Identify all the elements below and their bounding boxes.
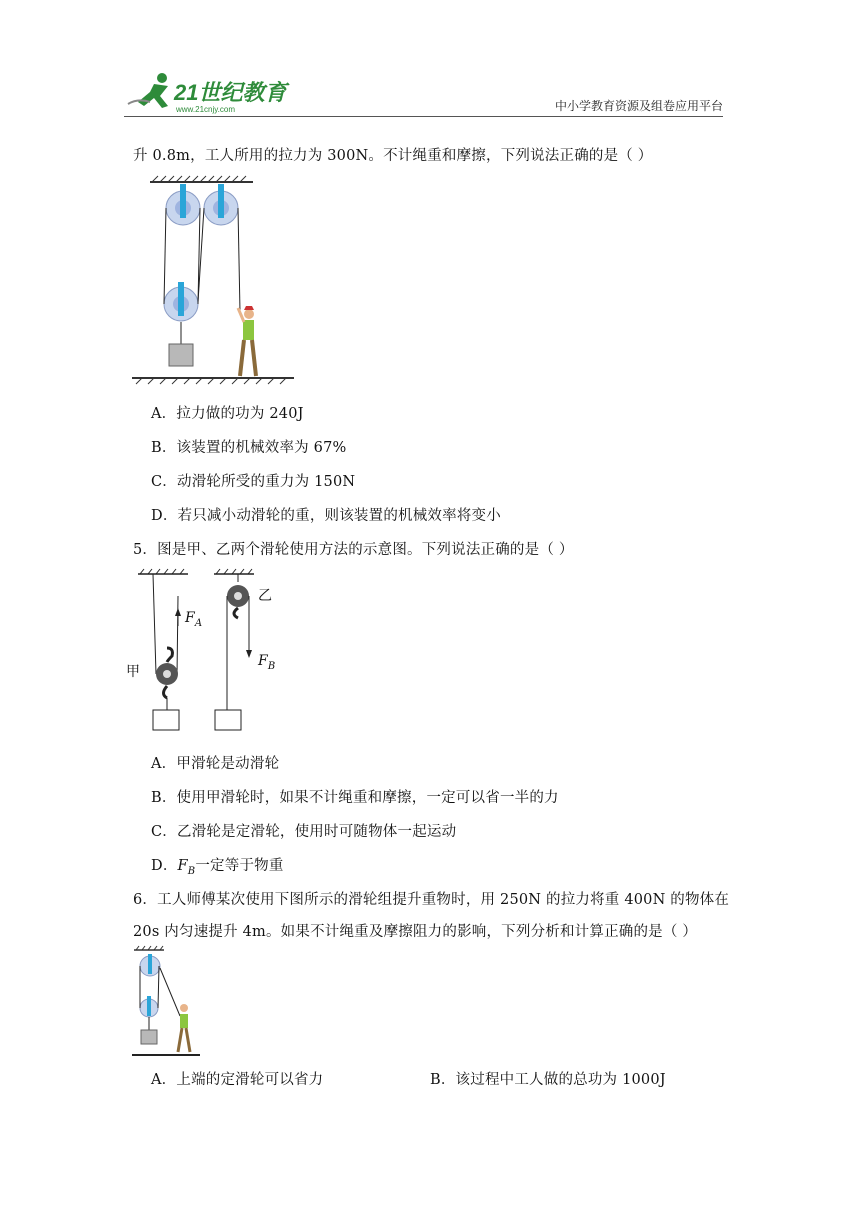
q4-option-d: D．若只减小动滑轮的重，则该装置的机械效率将变小 — [151, 508, 501, 524]
q6-pulley-figure — [128, 944, 208, 1064]
q5-force-b-label: $F_B$ — [258, 653, 276, 672]
q4-option-b: B．该装置的机械效率为 67% — [151, 440, 347, 456]
q5-option-d: D．$F_B$一定等于物重 — [151, 858, 284, 877]
header-divider — [124, 116, 723, 117]
runner-logo-icon — [128, 73, 168, 108]
q4-option-a: A．拉力做的功为 240J — [151, 406, 304, 422]
header-slogan: 中小学教育资源及组卷应用平台 — [554, 99, 723, 113]
q4-pulley-figure — [128, 172, 298, 391]
q4-stem: 升 0.8m，工人所用的拉力为 300N。不计绳重和摩擦，下列说法正确的是（ ） — [133, 148, 653, 164]
q5-option-a: A．甲滑轮是动滑轮 — [151, 756, 280, 772]
logo-text: 21世纪教育 — [174, 80, 287, 105]
q6-option-a: A．上端的定滑轮可以省力 — [151, 1072, 324, 1088]
q5-label-jia: 甲 — [126, 664, 141, 680]
q5-stem: 5．图是甲、乙两个滑轮使用方法的示意图。下列说法正确的是（ ） — [133, 542, 574, 558]
q6-option-b: B．该过程中工人做的总功为 1000J — [430, 1072, 666, 1088]
q4-option-c: C．动滑轮所受的重力为 150N — [151, 474, 356, 490]
q5-force-a-label: $F_A$ — [185, 610, 203, 629]
q6-stem-line2: 20s 内匀速提升 4m。如果不计绳重及摩擦阻力的影响，下列分析和计算正确的是（ ） — [133, 924, 698, 940]
q5-option-c: C．乙滑轮是定滑轮，使用时可随物体一起运动 — [151, 824, 457, 840]
q6-stem-line1: 6．工人师傅某次使用下图所示的滑轮组提升重物时，用 250N 的拉力将重 400N 的物体在 — [133, 892, 730, 908]
q5-option-b: B．使用甲滑轮时，如果不计绳重和摩擦，一定可以省一半的力 — [151, 790, 559, 806]
site-logo — [124, 68, 294, 116]
q5-label-yi: 乙 — [258, 588, 273, 604]
logo-url: www.21cnjy.com — [176, 105, 235, 114]
